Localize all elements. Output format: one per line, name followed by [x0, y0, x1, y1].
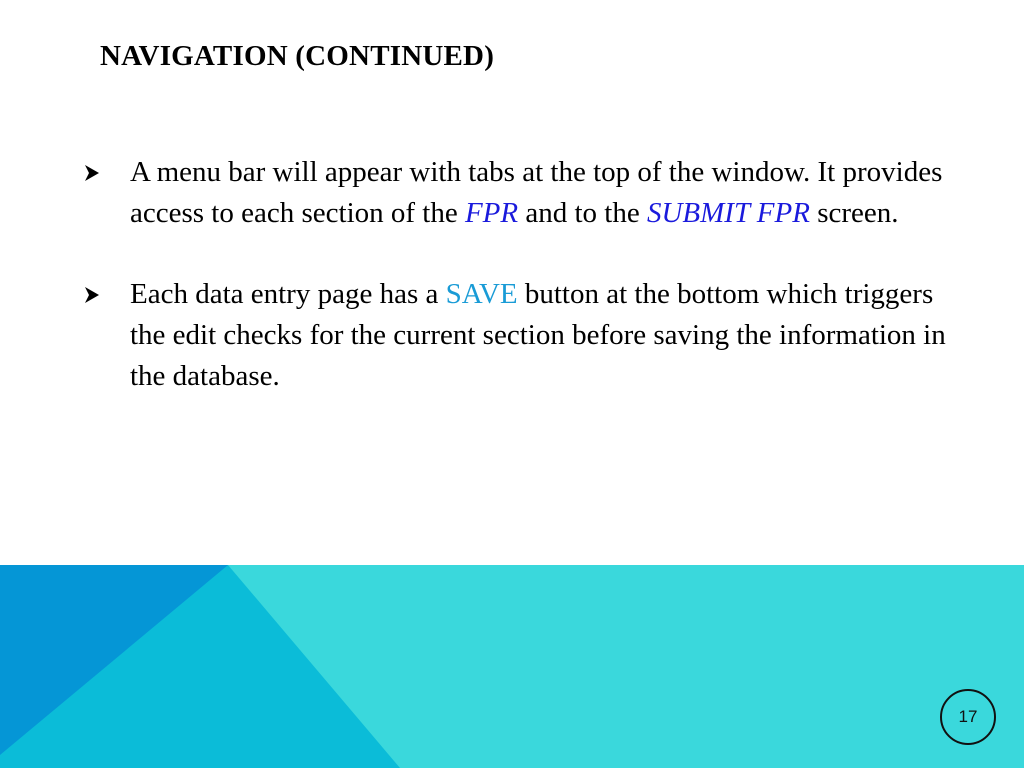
- save-highlight: SAVE: [445, 278, 518, 310]
- fpr-highlight: FPR: [464, 197, 519, 229]
- bullet-item-menu-bar: [80, 152, 960, 234]
- slide-title: NAVIGATION (CONTINUED): [100, 40, 495, 72]
- submit-fpr-highlight: SUBMIT FPR: [646, 197, 810, 229]
- decorative-footer-band: [0, 565, 1024, 768]
- page-number-badge: 17: [940, 689, 996, 745]
- bullet-item-save-button: [80, 274, 960, 397]
- bullet-text: and to the: [518, 197, 647, 229]
- arrowhead-bullet-icon: [80, 152, 104, 193]
- bullet-text: screen.: [809, 197, 899, 229]
- bullet-text: button at the bottom which triggers the edit checks for the current section before saving the information in the database.: [130, 278, 946, 392]
- bullet-text: Each data entry page has a: [130, 278, 446, 310]
- bullet-list: [80, 152, 960, 397]
- bullet-text: A menu bar will appear with tabs at the top of the window. It provides access to each section of the: [130, 156, 943, 229]
- arrowhead-bullet-icon: [80, 274, 104, 315]
